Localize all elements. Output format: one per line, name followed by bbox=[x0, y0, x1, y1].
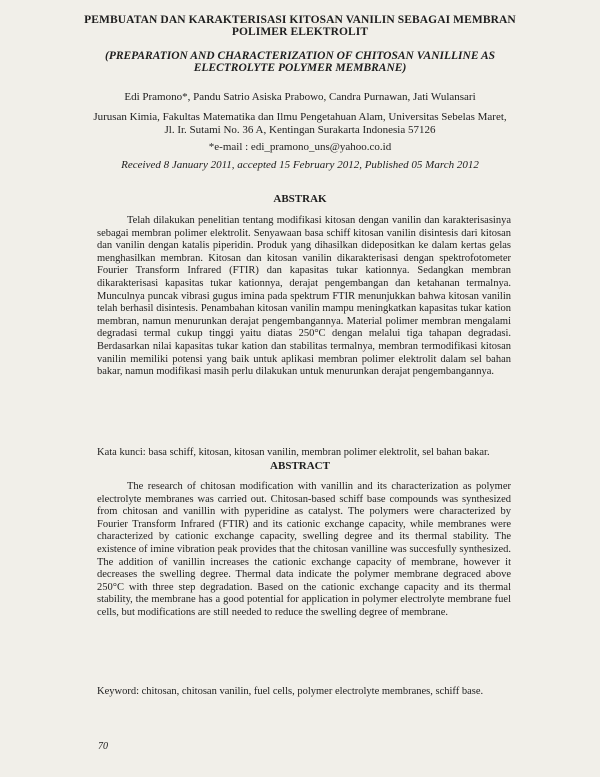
abstrak-keywords: Kata kunci: basa schiff, kitosan, kitosan vanilin, membran polimer elektrolit, sel bahan bakar. bbox=[97, 447, 490, 458]
author-list: Edi Pramono*, Pandu Satrio Asiska Prabowo, Candra Purnawan, Jati Wulansari bbox=[124, 91, 476, 103]
affiliation: Jurusan Kimia, Fakultas Matematika dan Ilmu Pengetahuan Alam, Universitas Sebelas Maret, Jl. Ir. Sutami No. 36 A, Kentingan Surakarta Indonesia 57126 bbox=[93, 111, 507, 136]
paper-title: PEMBUATAN DAN KARAKTERISASI KITOSAN VANILIN SEBAGAI MEMBRAN POLIMER ELEKTROLIT bbox=[84, 14, 516, 38]
abstract-heading: ABSTRACT bbox=[270, 460, 330, 472]
paper-subtitle: (PREPARATION AND CHARACTERIZATION OF CHITOSAN VANILLINE AS ELECTROLYTE POLYMER MEMBRANE) bbox=[104, 50, 496, 74]
abstract-text: The research of chitosan modification with vanillin and its characterization as polymer electrolyte membranes was carried out. Chitosan-based schiff base compounds was synthesized from chitosan and vanillin with pyperidine as catalyst. The polymers were characterized by Fourier Transform Infrared (FTIR) and its cationic exchange capacity, while membranes were characterized by cationic exchange capacity, swelling degree and its thermal stability. The existence of imine vibration peak provides that the chitosan vanilline was succesfully synthesized. The addition of vanillin increases the cationic exchange capacity of membrane, however it decreases the swelling degree. Thermal data indicate the polymer membrane degraced above 250°C with three step degradation. Based on the cationic exchange capacity and its thermal stability, the membrane has a good potential for application in polymer electrolyte membrane fuel cells, but modifications are still needed to reduce the swelling degree of membrane. bbox=[97, 481, 511, 618]
page-number: 70 bbox=[98, 741, 108, 752]
abstrak-text: Telah dilakukan penelitian tentang modifikasi kitosan dengan vanilin dan karakterisasinya sebagai membran polimer elektrolit. Senyawaan basa schiff kitosan vanilin disintesis dari kitosan dan vanilin dengan katalis piperidin. Produk yang dihasilkan didepositkan ke dalam kertas gelas menghasilkan membran. Kitosan dan kitosan vanilin dikarakterisasi dengan spektrofotometer Fourier Transform Infrared (FTIR) dan kapasitas tukar kationnya. Sedangkan membran dikarakterisasi kapasitas tukar kationnya, derajat pengembangan dan ketahanan termalnya. Munculnya puncak vibrasi gugus imina pada spektrum FTIR menunjukkan bahwa kitosan vanilin telah berhasil disintesis. Penambahan kitosan vanilin mampu meningkatkan kapasitas tukar kation membran, namun menurunkan derajat pengembangannya. Material polimer membran mengalami degradasi termal cukup tinggi yaitu diatas 250°C dengan melalui tiga tahapan degradasi. Berdasarkan nilai kapasitas tukar kation dan stabilitas termalnya, membran termodifikasi kitosan vanilin memiliki potensi yang baik untuk aplikasi membran polimer elektrolit dalam sel bahan bakar, namun modifikasi masih perlu dilakukan untuk menurunkan derajat pengembangannya. bbox=[97, 215, 511, 378]
received-dates: Received 8 January 2011, accepted 15 February 2012, Published 05 March 2012 bbox=[121, 159, 479, 171]
abstrak-heading: ABSTRAK bbox=[273, 193, 327, 205]
abstrak-body bbox=[97, 215, 511, 379]
contact-email: *e-mail : edi_pramono_uns@yahoo.co.id bbox=[208, 141, 392, 153]
abstract-keywords: Keyword: chitosan, chitosan vanilin, fuel cells, polymer electrolyte membranes, schiff base. bbox=[97, 686, 484, 697]
abstract-body bbox=[97, 481, 511, 620]
